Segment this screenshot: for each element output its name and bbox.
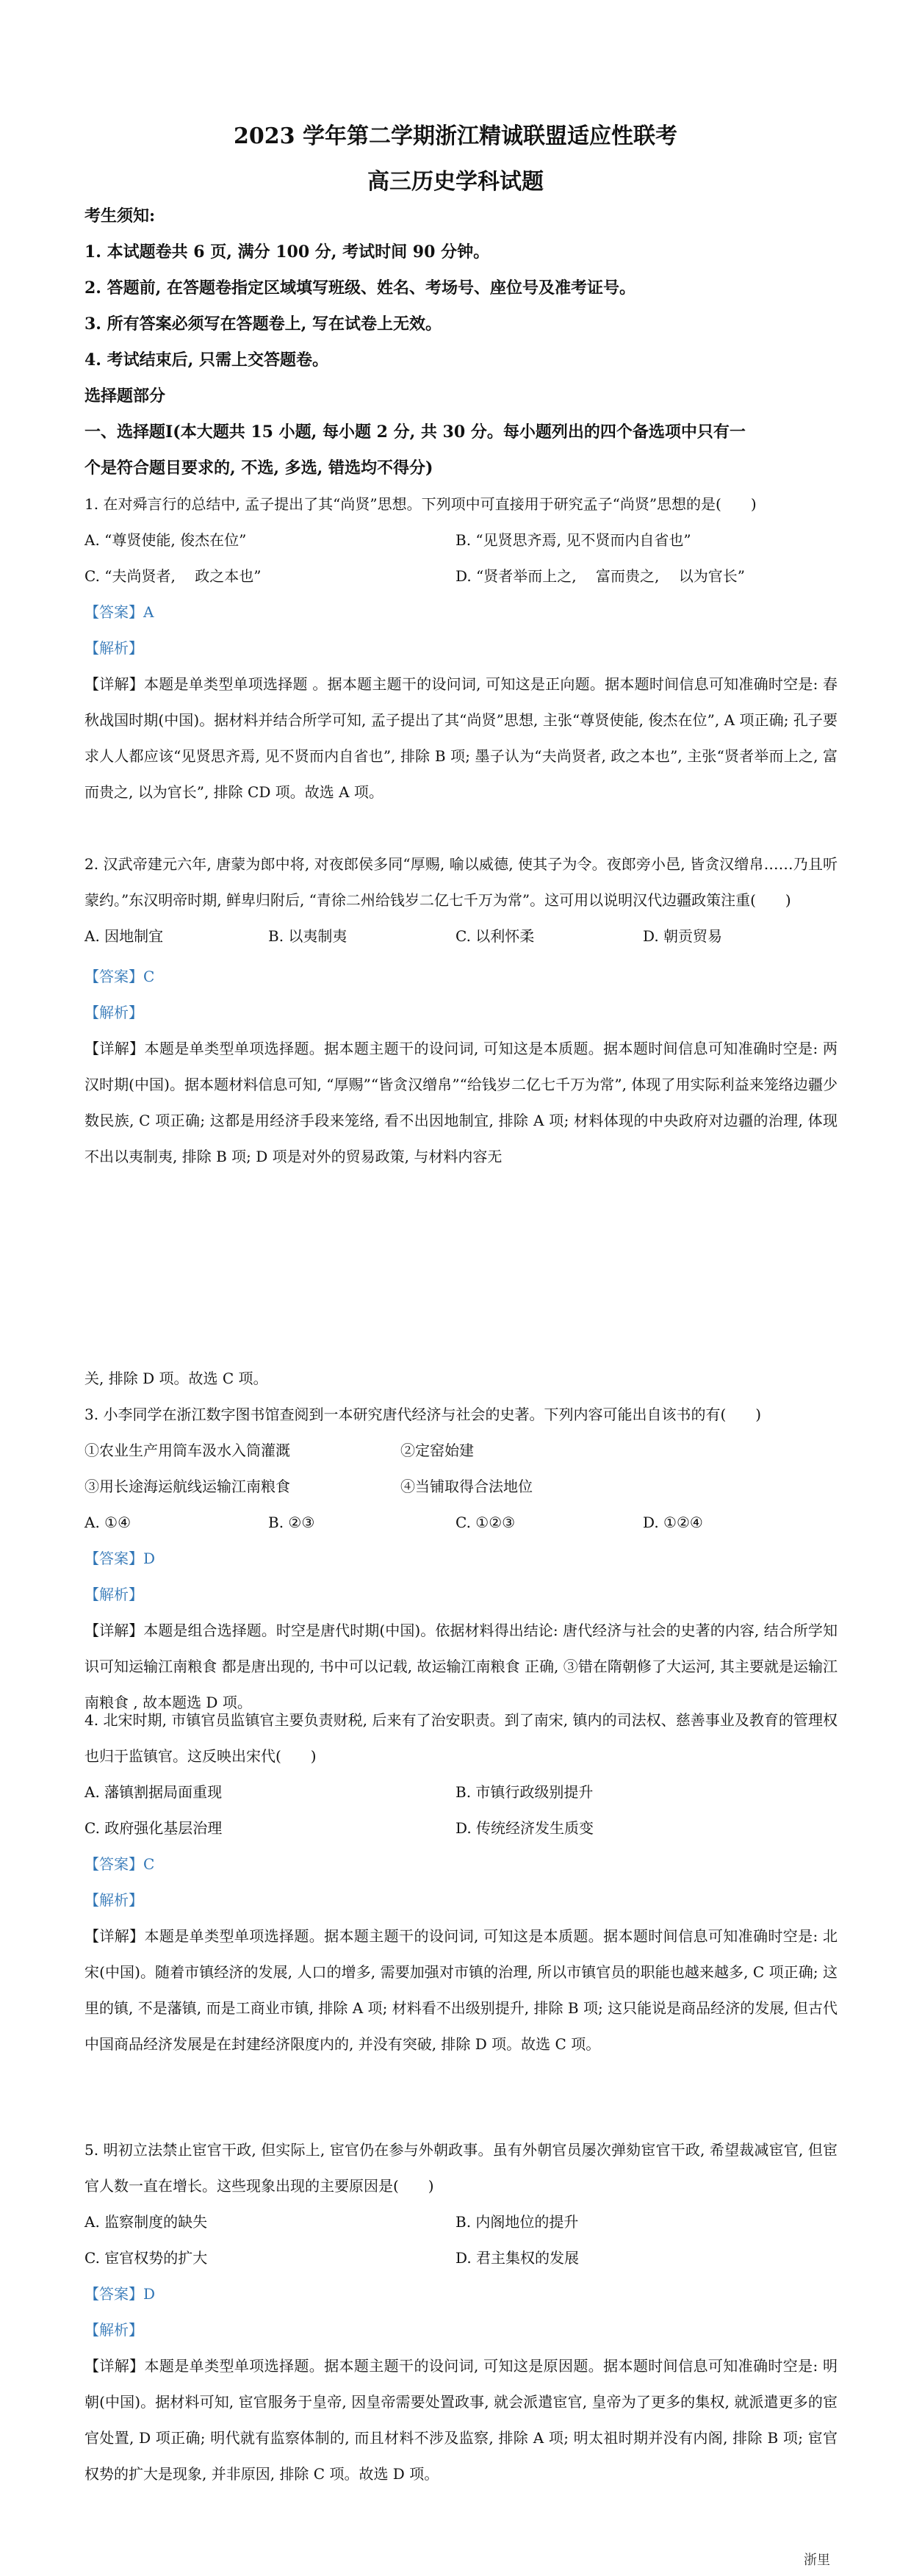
option-a: A. 藩镇割据局面重现 <box>84 1783 223 1801</box>
options-row <box>84 558 838 594</box>
notice-heading: 考生须知: <box>84 206 156 226</box>
option-a: A. 因地制宜 <box>84 927 164 945</box>
option-c: C. 政府强化基层治理 <box>84 1819 223 1837</box>
question-1 <box>84 486 838 810</box>
detail-text: 【详解】本题是组合选择题。时空是唐代时期(中国)。依据材料得出结论: 唐代经济与社会的史著的内容, 结合所学知识可知运输江南粮食 都是唐出现的, 书中可以记载, 故运输江南粮食 正确, ③错在隋朝修了大运河, 其主要就是运输江南粮食 , 故本题选 D 项。 <box>84 1622 838 1711</box>
options-row <box>84 2204 838 2240</box>
statements-row <box>84 1469 838 1505</box>
option-c: C. 以利怀柔 <box>455 927 535 945</box>
question-stem: 2. 汉武帝建元六年, 唐蒙为郎中将, 对夜郎侯多同“厚赐, 喻以威德, 使其子为令。夜郎旁小邑, 皆贪汉缯帛……乃且听蒙约。”东汉明帝时期, 鲜卑归附后, “青徐二州给钱岁二亿七千万为常”。这可用以说明汉代边疆政策注重( ) <box>84 855 838 909</box>
statement-2: ②定窑始建 <box>400 1442 474 1459</box>
option-d: D. 传统经济发生质变 <box>455 1819 594 1837</box>
notice-item: 4. 考试结束后, 只需上交答题卷。 <box>84 350 328 370</box>
notice-block <box>84 198 838 486</box>
options-row <box>84 1810 838 1846</box>
question-2-continued <box>84 1361 838 1721</box>
analysis-label: 【解析】 <box>84 1004 143 1021</box>
option-a: A. ①④ <box>84 1514 132 1531</box>
detail-text-continued: 关, 排除 D 项。故选 C 项。 <box>84 1370 268 1387</box>
detail-text: 【详解】本题是单类型单项选择题。据本题主题干的设问词, 可知这是原因题。据本题时间信息可知准确时空是: 明朝(中国)。据材料可知, 宦官服务于皇帝, 因皇帝需要处置政事, 就会派遣宦官, 皇帝为了更多的集权, 就派遣更多的宦官处置, D 项正确; 明代就有监察体制的, 而且材料不涉及监察, 排除 A 项; 明太祖时期并没有内阁, 排除 B 项; 宦官权势的扩大是现象, 并非原因, 排除 C 项。故选 D 项。 <box>84 2357 838 2483</box>
options-row <box>84 1774 838 1810</box>
answer-label: 【答案】A <box>84 603 154 621</box>
page-footer: 浙里 <box>804 2552 830 2568</box>
option-d: D. ①②④ <box>643 1514 703 1531</box>
section-instructions-line1: 一、选择题Ⅰ(本大题共 15 小题, 每小题 2 分, 共 30 分。每小题列出的四个备选项中只有一 <box>84 422 746 442</box>
analysis-label: 【解析】 <box>84 1586 143 1603</box>
option-b: B. 内阁地位的提升 <box>455 2213 579 2231</box>
option-b: B. 市镇行政级别提升 <box>455 1783 594 1801</box>
notice-item: 3. 所有答案必须写在答题卷上, 写在试卷上无效。 <box>84 314 442 334</box>
notice-item: 1. 本试题卷共 6 页, 满分 100 分, 考试时间 90 分钟。 <box>84 242 490 262</box>
options-row <box>84 2240 838 2276</box>
answer-label: 【答案】D <box>84 1550 156 1567</box>
part-label: 选择题部分 <box>84 386 166 406</box>
options-row <box>84 522 838 558</box>
statement-4: ④当铺取得合法地位 <box>400 1478 533 1495</box>
statement-3: ③用长途海运航线运输江南粮食 <box>84 1478 290 1495</box>
option-b: B. 以夷制夷 <box>268 927 348 945</box>
option-b: B. ②③ <box>268 1514 315 1531</box>
option-a: A. “尊贤使能, 俊杰在位” <box>84 531 247 549</box>
answer-label: 【答案】D <box>84 2285 156 2303</box>
notice-item: 2. 答题前, 在答题卷指定区域填写班级、姓名、考场号、座位号及准考证号。 <box>84 278 635 298</box>
option-c: C. ①②③ <box>455 1514 516 1531</box>
options-row <box>84 918 838 954</box>
answer-label: 【答案】C <box>84 968 155 985</box>
detail-text: 【详解】本题是单类型单项选择题 。据本题主题干的设问词, 可知这是正向题。据本题时间信息可知准确时空是: 春秋战国时期(中国)。据材料并结合所学可知, 孟子提出了其“尚贤”思想, 主张“尊贤使能, 俊杰在位”, A 项正确; 孔子要求人人都应该“见贤思齐焉, 见不贤而内自省也”, 排除 B 项; 墨子认为“夫尚贤者, 政之本也”, 主张“贤者举而上之, 富而贵之, 以为官长”, 排除 CD 项。故选 A 项。 <box>84 675 838 801</box>
question-stem: 5. 明初立法禁止宦官干政, 但实际上, 宦官仍在参与外朝政事。虽有外朝官员屡次弹劾宦官干政, 希望裁减宦官, 但宦官人数一直在增长。这些现象出现的主要原因是( ) <box>84 2141 838 2195</box>
section-instructions-line2: 个是符合题目要求的, 不选, 多选, 错选均不得分) <box>84 458 433 478</box>
exam-subtitle: 高三历史学科试题 <box>367 169 544 195</box>
option-a: A. 监察制度的缺失 <box>84 2213 208 2231</box>
analysis-label: 【解析】 <box>84 639 143 657</box>
option-d: D. 朝贡贸易 <box>643 927 723 945</box>
statements-row <box>84 1433 838 1469</box>
exam-title: 2023 学年第二学期浙江精诚联盟适应性联考 <box>234 123 677 149</box>
question-stem: 1. 在对舜言行的总结中, 孟子提出了其“尚贤”思想。下列项中可直接用于研究孟子“尚贤”思想的是( ) <box>84 495 757 513</box>
question-5 <box>84 2132 838 2492</box>
options-row <box>84 1505 838 1541</box>
answer-label: 【答案】C <box>84 1855 155 1873</box>
analysis-label: 【解析】 <box>84 1891 143 1909</box>
question-3-stem: 3. 小李同学在浙江数字图书馆查阅到一本研究唐代经济与社会的史著。下列内容可能出自该书的有( ) <box>84 1406 762 1423</box>
option-b: B. “见贤思齐焉, 见不贤而内自省也” <box>455 531 691 549</box>
option-c: C. “夫尚贤者, 政之本也” <box>84 567 262 585</box>
detail-text: 【详解】本题是单类型单项选择题。据本题主题干的设问词, 可知这是本质题。据本题时间信息可知准确时空是: 两汉时期(中国)。据本题材料信息可知, “厚赐”“皆贪汉缯帛”“给钱岁二亿七千万为常”, 体现了用实际利益来笼络边疆少数民族, C 项正确; 这都是用经济手段来笼络, 看不出因地制宜, 排除 A 项; 材料体现的中央政府对边疆的治理, 体现不出以夷制夷, 排除 B 项; D 项是对外的贸易政策, 与材料内容无 <box>84 1040 838 1165</box>
option-d: D. 君主集权的发展 <box>455 2249 580 2267</box>
option-c: C. 宦官权势的扩大 <box>84 2249 208 2267</box>
option-d: D. “贤者举而上之, 富而贵之, 以为官长” <box>455 567 745 585</box>
question-stem: 4. 北宋时期, 市镇官员监镇官主要负责财税, 后来有了治安职责。到了南宋, 镇内的司法权、慈善事业及教育的管理权也归于监镇官。这反映出宋代( ) <box>84 1711 838 1765</box>
detail-text: 【详解】本题是单类型单项选择题。据本题主题干的设问词, 可知这是本质题。据本题时间信息可知准确时空是: 北宋(中国)。随着市镇经济的发展, 人口的增多, 需要加强对市镇的治理, 所以市镇官员的职能也越来越多, C 项正确; 这里的镇, 不是藩镇, 而是工商业市镇, 排除 A 项; 材料看不出级别提升, 排除 B 项; 这只能说是商品经济的发展, 但古代中国商品经济发展是在封建经济限度内的, 并没有突破, 排除 D 项。故选 C 项。 <box>84 1927 838 2053</box>
question-4 <box>84 1702 838 2062</box>
question-2 <box>84 846 838 1175</box>
analysis-label: 【解析】 <box>84 2321 143 2339</box>
statement-1: ①农业生产用筒车汲水入筒灌溉 <box>84 1442 290 1459</box>
